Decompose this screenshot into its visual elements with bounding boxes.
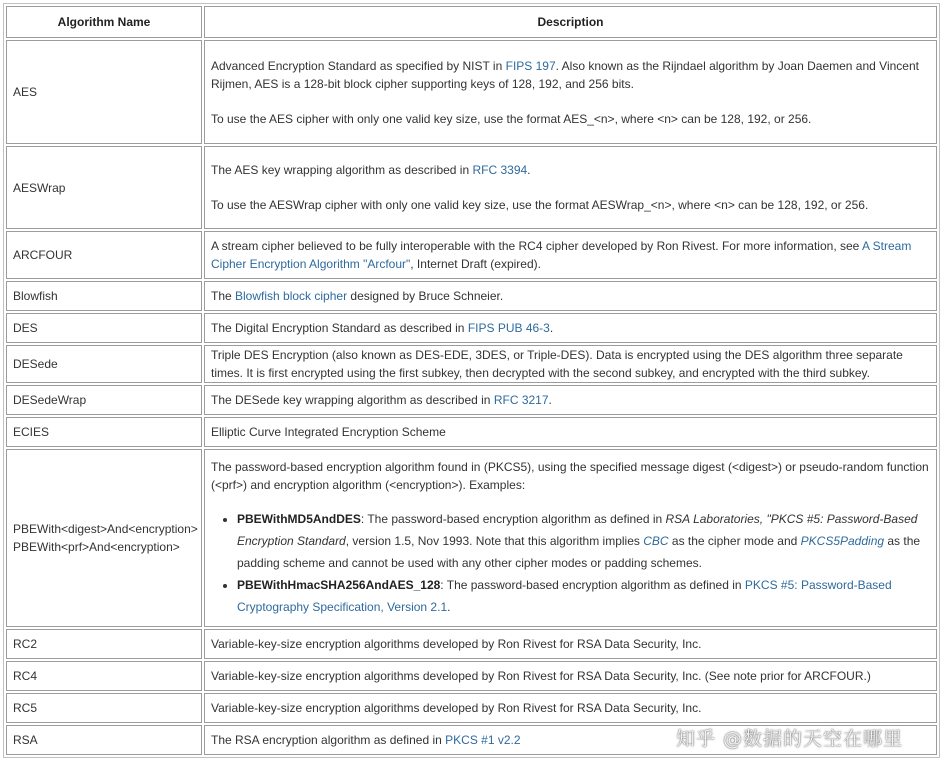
table-row: [6, 385, 937, 415]
table-row: [6, 449, 937, 627]
description-paragraph: Advanced Encryption Standard as specified by NIST in FIPS 197. Also known as the Rijndael algorithm by Joan Daemen and Vincent Rijmen, AES is a 128-bit block cipher supporting keys of 128, 192, and 256 bits.: [211, 58, 919, 91]
algorithm-name-rsa: RSA: [6, 725, 202, 755]
description-paragraph: To use the AES cipher with only one valid key size, use the format AES_<n>, where <n> can be 128, 192, or 256.: [211, 111, 812, 126]
link-fips-pub-46-3[interactable]: FIPS PUB 46-3: [467, 321, 550, 335]
table-row: [6, 313, 937, 343]
description-rsa: The RSA encryption algorithm as defined in PKCS #1 v2.2: [204, 725, 937, 755]
list-item: • PBEWithMD5AndDES: The password-based encryption algorithm as defined in RSA Laboratories, "PKCS #5: Password-Based Encryption Standard, version 1.5, Nov 1993. Note that this algorithm implies CBC as the cipher mode and PKCS5Padding as the padding scheme and cannot be used with any other cipher modes or padding schemes.: [237, 508, 930, 574]
algorithm-name-arcfour: ARCFOUR: [6, 231, 202, 279]
description-rc5: Variable-key-size encryption algorithms developed by Ron Rivest for RSA Data Security, Inc.: [204, 693, 937, 723]
algorithm-name-line: PBEWith<prf>And<encryption>: [13, 540, 180, 554]
link-pkcs1-v2-2[interactable]: PKCS #1 v2.2: [445, 733, 521, 747]
description-aeswrap: [204, 146, 937, 229]
table-row: [6, 417, 937, 447]
link-pkcs5padding[interactable]: PKCS5Padding: [800, 534, 885, 548]
table-row: [6, 661, 937, 691]
example-term: PBEWithMD5AndDES: [237, 512, 361, 526]
link-arcfour-draft[interactable]: A Stream Cipher Encryption Algorithm "Arcfour": [211, 239, 912, 271]
column-header-description: Description: [204, 6, 937, 38]
table-row: [6, 629, 937, 659]
algorithm-table: [3, 3, 940, 758]
description-desedewrap: The DESede key wrapping algorithm as described in RFC 3217.: [204, 385, 937, 415]
description-blowfish: The Blowfish block cipher designed by Bruce Schneier.: [204, 281, 937, 311]
table-row: [6, 231, 937, 279]
watermark-text: 知乎 @数据的天空在哪里: [676, 728, 904, 750]
algorithm-name-aes: AES: [6, 40, 202, 144]
link-rfc-3217[interactable]: RFC 3217: [493, 393, 549, 407]
algorithm-name-line: PBEWith<digest>And<encryption>: [13, 522, 198, 536]
algorithm-name-rc2: RC2: [6, 629, 202, 659]
description-paragraph: To use the AESWrap cipher with only one valid key size, use the format AESWrap_<n>, where <n> can be 128, 192, or 256.: [211, 198, 869, 212]
algorithm-name-ecies: ECIES: [6, 417, 202, 447]
description-rc4: Variable-key-size encryption algorithms developed by Ron Rivest for RSA Data Security, Inc. (See note prior for ARCFOUR.): [204, 661, 937, 691]
table-row: [6, 146, 937, 229]
algorithm-name-desedewrap: DESedeWrap: [6, 385, 202, 415]
link-cbc[interactable]: CBC: [643, 534, 669, 548]
table-header-row: [6, 6, 937, 38]
description-aes: [204, 40, 937, 144]
table-row: [6, 40, 937, 144]
table-row: [6, 345, 937, 383]
table-row: [6, 693, 937, 723]
description-pbe: [204, 449, 937, 627]
column-header-algorithm-name: Algorithm Name: [6, 6, 202, 38]
list-item: • PBEWithHmacSHA256AndAES_128: The password-based encryption algorithm as defined in PKCS #5: Password-Based Cryptography Specification, Version 2.1.: [237, 574, 930, 618]
table-row: [6, 281, 937, 311]
description-rc2: Variable-key-size encryption algorithms developed by Ron Rivest for RSA Data Security, Inc.: [204, 629, 937, 659]
algorithm-name-desede: DESede: [6, 345, 202, 383]
description-paragraph: The AES key wrapping algorithm as described in RFC 3394.: [211, 163, 531, 177]
link-fips-197[interactable]: FIPS 197: [505, 58, 556, 73]
algorithm-table-container: [3, 3, 940, 758]
description-ecies: Elliptic Curve Integrated Encryption Scheme: [204, 417, 937, 447]
algorithm-name-rc4: RC4: [6, 661, 202, 691]
algorithm-name-blowfish: Blowfish: [6, 281, 202, 311]
algorithm-name-rc5: RC5: [6, 693, 202, 723]
algorithm-name-aeswrap: AESWrap: [6, 146, 202, 229]
example-term: PBEWithHmacSHA256AndAES_128: [237, 578, 441, 592]
algorithm-name-pbe: [6, 449, 202, 627]
link-blowfish-block-cipher[interactable]: Blowfish block cipher: [235, 289, 348, 303]
description-arcfour: A stream cipher believed to be fully interoperable with the RC4 cipher developed by Ron Rivest. For more information, see A Stream Cipher Encryption Algorithm "Arcfour", Internet Draft (expired).: [204, 231, 937, 279]
algorithm-name-des: DES: [6, 313, 202, 343]
description-des: The Digital Encryption Standard as described in FIPS PUB 46-3.: [204, 313, 937, 343]
description-desede: Triple DES Encryption (also known as DES-EDE, 3DES, or Triple-DES). Data is encrypted using the DES algorithm three separate times. It is first encrypted using the first subkey, then decrypted with the second subkey, and encrypted with the third subkey.: [204, 345, 937, 383]
link-pkcs5-v2-1[interactable]: PKCS #5: Password-Based Cryptography Specification, Version 2.1: [237, 578, 892, 614]
link-rfc-3394[interactable]: RFC 3394: [472, 163, 528, 177]
description-paragraph: The password-based encryption algorithm found in (PKCS5), using the specified message digest (<digest>) or pseudo-random function (<prf>) and encryption algorithm (<encryption>). Examples:: [211, 460, 929, 492]
reference-title: RSA Laboratories, "PKCS #5: Password-Based Encryption Standard: [237, 512, 918, 548]
examples-list: [211, 508, 930, 618]
